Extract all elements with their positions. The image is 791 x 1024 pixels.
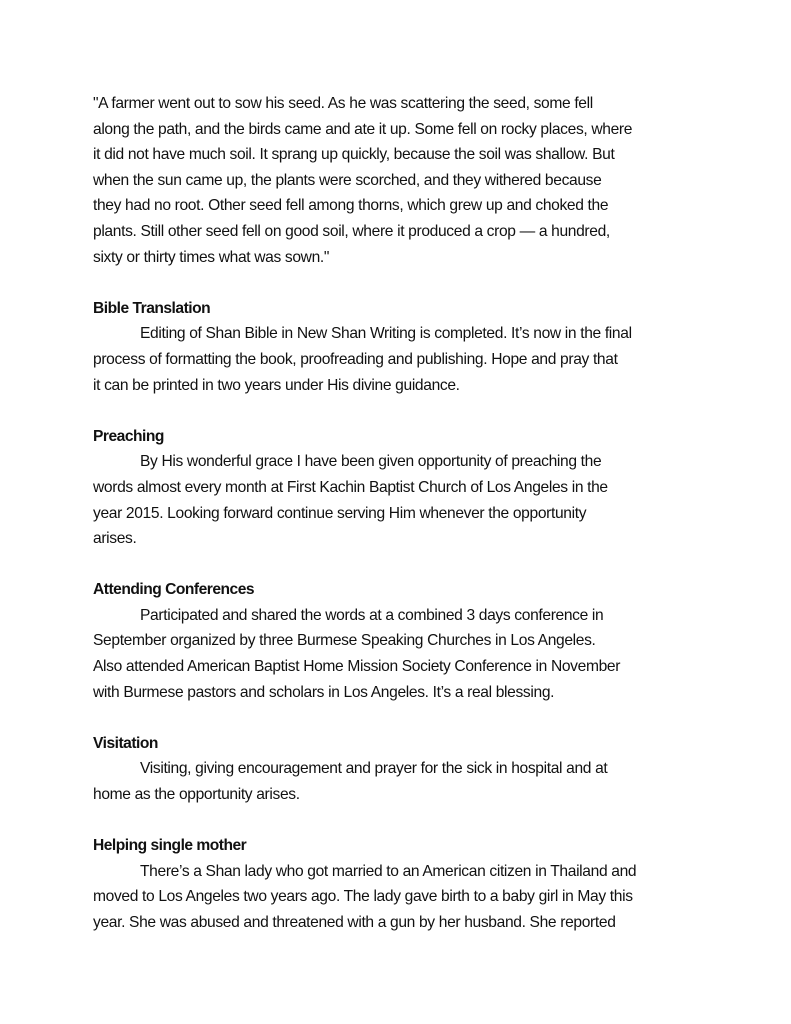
spacer [93, 705, 713, 731]
document-page [93, 91, 713, 936]
paragraph-line: home as the opportunity arises. [93, 786, 300, 804]
section-heading: Preaching [93, 427, 164, 445]
paragraph-line: September organized by three Burmese Speaking Churches in Los Angeles. [93, 632, 596, 650]
quote-line: sixty or thirty times what was sown." [93, 248, 330, 266]
spacer [93, 270, 713, 296]
quote-line: when the sun came up, the plants were scorched, and they withered because [93, 171, 602, 189]
paragraph-line: year 2015. Looking forward continue serving Him whenever the opportunity [93, 504, 587, 522]
paragraph-line: words almost every month at First Kachin Baptist Church of Los Angeles in the [93, 478, 608, 496]
spacer [93, 808, 713, 834]
section-preaching [93, 424, 713, 552]
quote-line: "A farmer went out to sow his seed. As he was scattering the seed, some fell [93, 95, 593, 112]
paragraph-line: Also attended American Baptist Home Mission Society Conference in November [93, 658, 621, 676]
spacer [93, 398, 713, 424]
section-heading: Helping single mother [93, 837, 247, 855]
section-helping-single-mother [93, 833, 713, 935]
paragraph-line: with Burmese pastors and scholars in Los Angeles. It’s a real blessing. [93, 683, 555, 701]
paragraph-line: moved to Los Angeles two years ago. The lady gave birth to a baby girl in May this [93, 888, 633, 906]
quote-line: along the path, and the birds came and ate it up. Some fell on rocky places, where [93, 120, 633, 138]
section-heading: Attending Conferences [93, 581, 255, 599]
section-attending-conferences [93, 577, 713, 705]
paragraph-line: year. She was abused and threatened with a gun by her husband. She reported [93, 914, 616, 931]
section-bible-translation [93, 296, 713, 398]
paragraph-line: arises. [93, 530, 137, 548]
paragraph-line: By His wonderful grace I have been given opportunity of preaching the [140, 453, 602, 471]
quote-line: they had no root. Other seed fell among thorns, which grew up and choked the [93, 197, 609, 215]
section-heading: Visitation [93, 734, 158, 752]
spacer [93, 552, 713, 578]
paragraph-line: Visiting, giving encouragement and prayer for the sick in hospital and at [140, 760, 608, 778]
quote-line: it did not have much soil. It sprang up quickly, because the soil was shallow. But [93, 146, 615, 164]
paragraph-line: There’s a Shan lady who got married to an American citizen in Thailand and [140, 862, 637, 880]
quote-line: plants. Still other seed fell on good soil, where it produced a crop — a hundred, [93, 222, 610, 240]
section-visitation [93, 731, 713, 808]
paragraph-line: it can be printed in two years under His divine guidance. [93, 376, 460, 394]
paragraph-line: process of formatting the book, proofreading and publishing. Hope and pray that [93, 350, 618, 368]
parable-quote [93, 91, 713, 270]
paragraph-line: Editing of Shan Bible in New Shan Writing is completed. It’s now in the final [140, 325, 632, 343]
paragraph-line: Participated and shared the words at a combined 3 days conference in [140, 606, 604, 624]
section-heading: Bible Translation [93, 299, 211, 317]
